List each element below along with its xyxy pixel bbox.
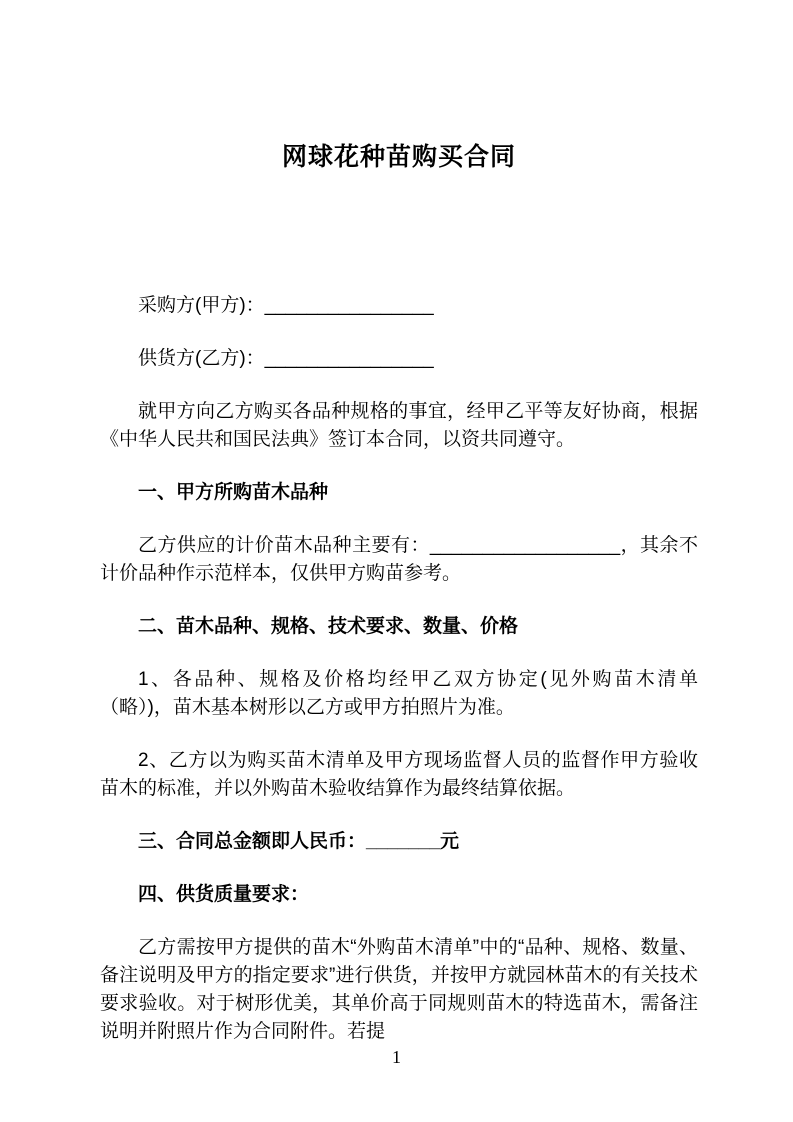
- section-3-heading: 三、合同总金额即人民币：_______元: [138, 831, 459, 852]
- document-content: [0, 139, 793, 1046]
- party-b-field: 供货方(乙方)：________________: [138, 348, 434, 369]
- section-1-paragraph: 乙方供应的计价苗木品种主要有：__________________，其余不计价品种作示范样本，仅供甲方购苗参考。: [100, 535, 698, 584]
- section-2-clause-2: 2、乙方以为购买苗木清单及甲方现场监督人员的监督作甲方验收苗木的标准，并以外购苗木验收结算作为最终结算依据。: [100, 750, 698, 799]
- section-1-heading: 一、甲方所购苗木品种: [138, 482, 329, 503]
- section-2-heading: 二、苗木品种、规格、技术要求、数量、价格: [138, 616, 519, 637]
- section-4-paragraph: 乙方需按甲方提供的苗木“外购苗木清单”中的“品种、规格、数量、备注说明及甲方的指定要求”进行供货，并按甲方就园林苗木的有关技术要求验收。对于树形优美，其单价高于同规则苗木的特选苗木，需备注说明并附照片作为合同附件。若提: [100, 937, 698, 1042]
- section-2-clause-1: 1、各品种、规格及价格均经甲乙双方协定(见外购苗木清单（略）)，苗木基本树形以乙方或甲方拍照片为准。: [100, 669, 698, 718]
- page-number: 1: [392, 1047, 401, 1067]
- intro-paragraph: 就甲方向乙方购买各品种规格的事宜，经甲乙平等友好协商，根据《中华人民共和国民法典》签订本合同，以资共同遵守。: [100, 401, 698, 450]
- party-a-field: 采购方(甲方)：________________: [138, 295, 434, 316]
- section-4-heading: 四、供货质量要求：: [138, 884, 310, 905]
- document-title: 网球花种苗购买合同: [281, 143, 516, 171]
